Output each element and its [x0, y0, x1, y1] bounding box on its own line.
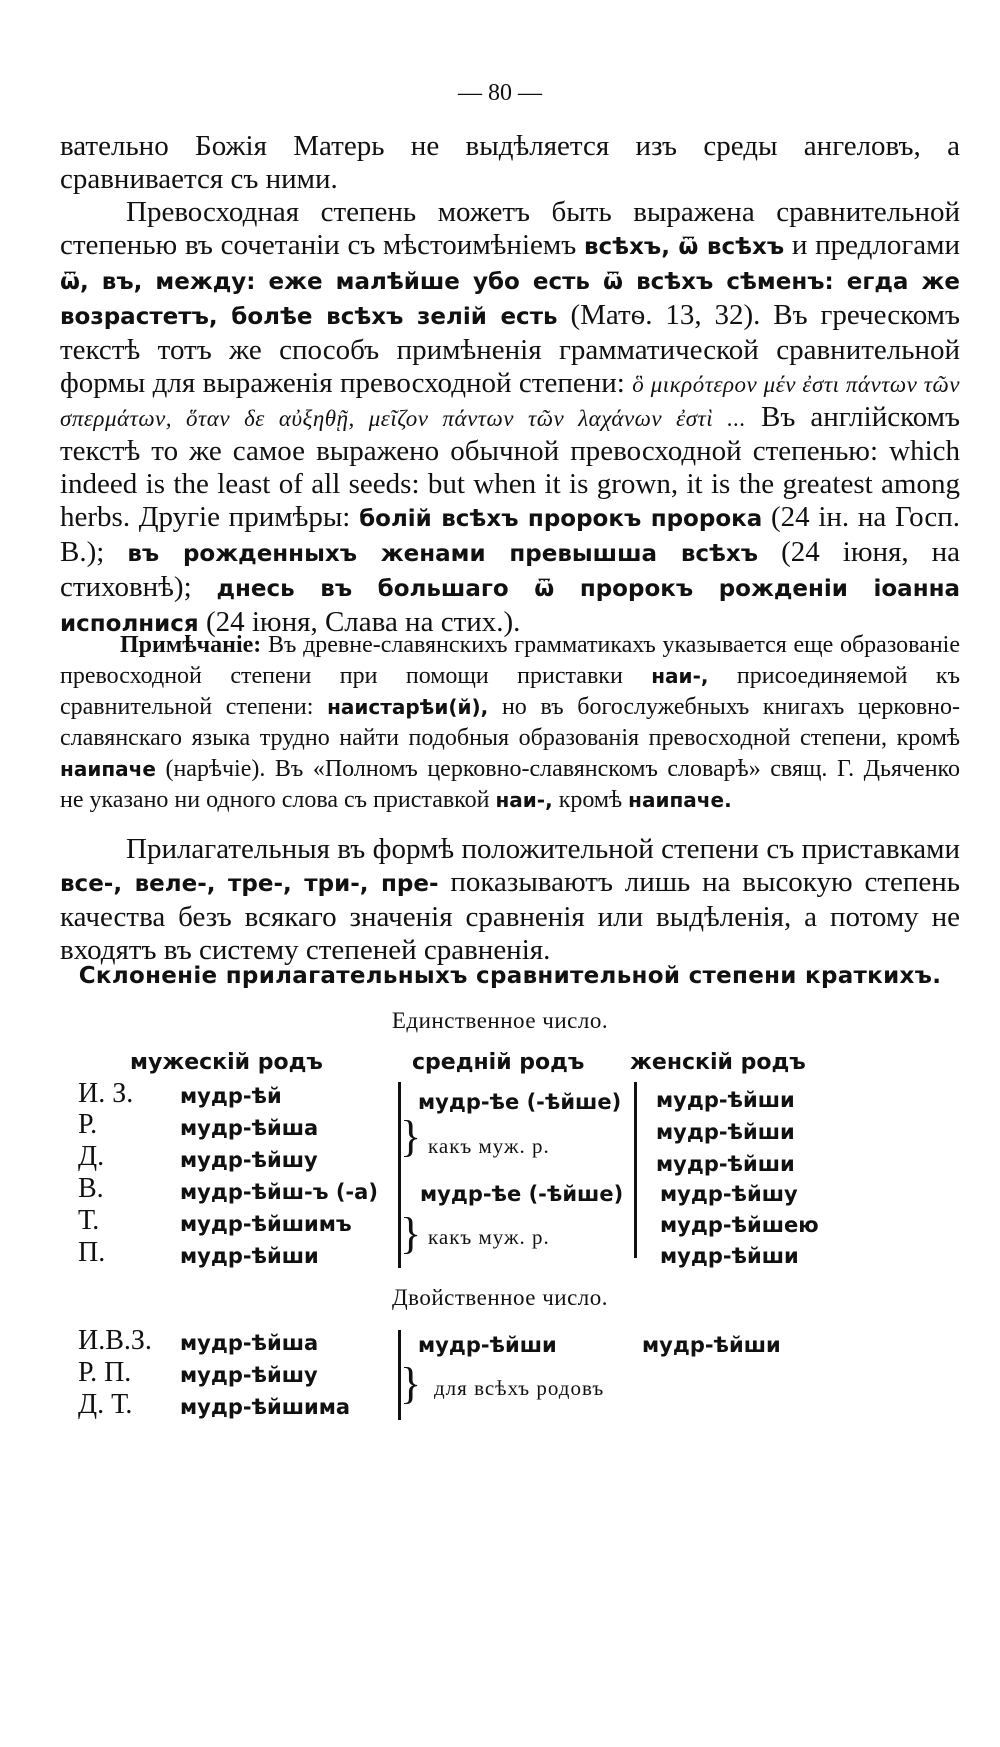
case-label: В. [78, 1173, 104, 1204]
p2-text-b: и предлогами [791, 229, 960, 261]
neut-form: мудр-ѣе (-ѣйше) [418, 1090, 622, 1114]
note-slavonic-5: наипаче. [628, 788, 732, 812]
case-label: Р. П. [78, 1357, 132, 1388]
masc-form: мудр-ѣйш-ъ (-а) [180, 1180, 378, 1204]
case-label: Д. [78, 1141, 105, 1172]
header-feminine: женскій родъ [630, 1050, 806, 1075]
neut-same-as-masc: какъ муж. р. [428, 1225, 550, 1249]
paragraph-1 [60, 130, 960, 196]
table-heading: Склоненіе прилагательныхъ сравнительной степени краткихъ. [78, 963, 942, 989]
fem-form: мудр-ѣйши [660, 1244, 799, 1268]
paragraph-3-block [60, 833, 960, 967]
note-text-b: присоединяемой къ сравнительной степени: [60, 663, 960, 720]
p3-slavonic-prefixes: все-, веле-, тре-, три-, пре- [60, 871, 439, 897]
p2-text-d: Въ англійскомъ текстѣ то же самое выражено обычной превосходной степенью: which indeed is the least of all seeds: but when it is grown, it is the greatest among herbs. Другіе примѣры: [60, 401, 960, 533]
masc-form: мудр-ѣй [180, 1084, 282, 1108]
page-number: — 80 — [458, 80, 542, 106]
note-label: Примѣчаніе: [120, 632, 262, 658]
p2-slavonic-4: въ рожденныхъ женами превышша всѣхъ [127, 541, 759, 567]
note-slavonic-2: наистарѣи(й), [327, 695, 489, 719]
masc-form: мудр-ѣйшимъ [180, 1212, 352, 1236]
note-slavonic-4: наи-, [495, 788, 553, 812]
note-slavonic-3: наипаче [60, 757, 156, 781]
paragraph-1-text: вательно Божія Матерь не выдѣляется изъ среды ангеловъ, а сравнивается съ ними. [60, 130, 960, 195]
body-text [60, 130, 960, 641]
dual-all-genders: для всѣхъ родовъ [434, 1376, 605, 1400]
dual-fem-form: мудр-ѣйши [642, 1333, 781, 1357]
note-block [60, 630, 960, 816]
p2-slavonic-3: болій всѣхъ пророкъ пророка [359, 506, 763, 532]
fem-form: мудр-ѣйшу [660, 1182, 798, 1206]
note-text-a: Въ древне-славянскихъ грамматикахъ указывается еще образованіе превосходной степени при помощи приставки [60, 632, 960, 689]
case-label: Т. [78, 1205, 100, 1236]
p2-slavonic-1: всѣхъ, ѿ всѣхъ [583, 234, 785, 260]
header-masculine: мужескій родъ [130, 1050, 323, 1075]
note-paragraph [60, 630, 960, 816]
column-rule [634, 1082, 637, 1258]
brace: } [400, 1359, 422, 1408]
p3-text-a: Прилагательныя въ формѣ положительной степени съ приставками [126, 833, 960, 865]
p2-text-g: (24 іюня, Слава на стих.). [205, 606, 521, 638]
note-slavonic-1: наи-, [651, 664, 709, 688]
p2-text-c: (Матѳ. 13, 32). Въ греческомъ текстѣ тотъ же способъ примѣненія грамматической сравнительной формы для выраженія превосходной степени: [60, 299, 960, 399]
p2-text-e: (24 ін. на Госп. В.); [60, 501, 961, 568]
fem-form: мудр-ѣйши [656, 1088, 795, 1112]
case-label: Д. Т. [78, 1389, 133, 1420]
masc-form: мудр-ѣйша [180, 1116, 319, 1140]
case-label: И. З. [78, 1078, 134, 1109]
masc-form: мудр-ѣйшу [180, 1148, 318, 1172]
case-label: Р. [78, 1109, 98, 1140]
note-text-d: (нарѣчіе). Въ «Полномъ церковно-славянскомъ словарѣ» свящ. Г. Дьяченко не указано ни одного слова съ приставкой [60, 756, 960, 813]
dual-title: Двойственное число. [391, 1285, 609, 1310]
p3-text-b: показываютъ лишь на высокую степень качества безъ всякаго значенія сравненія или выдѣленія, а потому не входятъ въ систему степеней сравненія. [60, 866, 961, 966]
case-label: И.В.З. [78, 1325, 152, 1356]
brace: } [400, 1112, 422, 1161]
paragraph-3 [60, 833, 960, 967]
dual-neut-form: мудр-ѣйши [418, 1333, 557, 1357]
paragraph-2 [60, 196, 960, 641]
neut-form: мудр-ѣе (-ѣйше) [420, 1182, 624, 1206]
note-text-e: кромѣ [558, 787, 623, 813]
dual-masc-form: мудр-ѣйшима [180, 1395, 351, 1419]
neut-same-as-masc: какъ муж. р. [428, 1134, 550, 1158]
header-neuter: средній родъ [412, 1050, 585, 1075]
p2-text-f: (24 іюня, на стиховнѣ); [60, 536, 961, 603]
singular-title: Единственное число. [391, 1008, 609, 1033]
dual-masc-form: мудр-ѣйша [180, 1331, 319, 1355]
fem-form: мудр-ѣйши [656, 1120, 795, 1144]
p2-slavonic-2: ѿ, въ, между: еже малѣйше убо есть ѿ всѣхъ сѣменъ: егда же возрастетъ, болѣе всѣхъ зелій есть [60, 269, 960, 330]
p2-greek-quote: ὃ μικρότερον μέν ἐστι πάντων τῶν σπερμάτων, ὅταν δε αὐξηθῇ, μεῖζον πάντων τῶν λαχάνων ἐστὶ ... [60, 372, 960, 431]
brace: } [400, 1209, 422, 1258]
fem-form: мудр-ѣйшею [660, 1213, 819, 1237]
p2-text-a: Превосходная степень можетъ быть выражена сравнительной степенью въ сочетаніи съ мѣстоимѣніемъ [60, 196, 960, 261]
dual-masc-form: мудр-ѣйшу [180, 1363, 318, 1387]
p2-slavonic-5: днесь въ большаго ѿ пророкъ рожденіи іоанна исполнися [60, 576, 960, 637]
note-text-c: но въ богослужебныхъ книгахъ церковно-славянскаго языка трудно найти подобныя образованія превосходной степени, кромѣ [60, 694, 961, 751]
fem-form: мудр-ѣйши [656, 1152, 795, 1176]
masc-form: мудр-ѣйши [180, 1244, 319, 1268]
case-label: П. [78, 1237, 106, 1268]
